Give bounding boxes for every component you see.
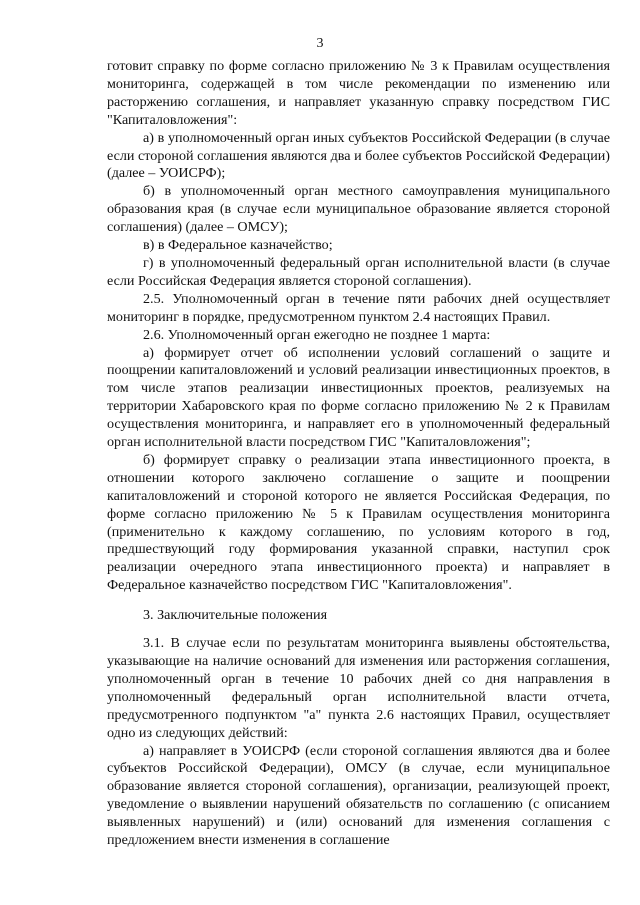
paragraph: а) в уполномоченный орган иных субъектов Российской Федерации (в случае если стороной соглашения являются два и более субъектов Российской Федерации) (далее – УОИСРФ); [107, 129, 610, 182]
paragraph: 2.5. Уполномоченный орган в течение пяти рабочих дней осуществляет мониторинг в порядке, предусмотренном пунктом 2.4 настоящих Правил. [107, 290, 610, 325]
section-heading: 3. Заключительные положения [143, 607, 328, 624]
paragraph: 3.1. В случае если по результатам мониторинга выявлены обстоятельства, указывающие на наличие оснований для изменения или расторжения соглашения, уполномоченный орган в течение 10 рабочих дней со дня направления в уполномоченный федеральный орган исполнительной власти отчета, предусмотренного подпунктом "а" пункта 2.6 настоящих Правил, осуществляет одно из следующих действий: [107, 635, 610, 741]
paragraph: готовит справку по форме согласно приложению № 3 к Правилам осуществления мониторинга, содержащей в том числе рекомендации по изменению или расторжению соглашения, и направляет указанную справку посредством ГИС "Капиталовложения": [107, 58, 610, 128]
paragraph: б) формирует справку о реализации этапа инвестиционного проекта, в отношении которого заключено соглашение о защите и поощрении капиталовложений и стороной которого не является Российская Федерация, по форме согласно приложению № 5 к Правилам осуществления мониторинга (применительно к каждому соглашению, по условиям которого в год, предшествующий году формирования указанной справки, наступил срок реализации очередного этапа инвестиционного проекта) и направляет в Федеральное казначейство посредством ГИС "Капиталовложения". [107, 451, 610, 594]
paragraph: б) в уполномоченный орган местного самоуправления муниципального образования края (в случае если муниципальное образование является стороной соглашения) (далее – ОМСУ); [107, 183, 610, 236]
paragraph: а) направляет в УОИСРФ (если стороной соглашения являются два и более субъектов Российской Федерации), ОМСУ (в случае, если муниципальное образование является стороной соглашения), организации, реализующей проект, уведомление о выявлении нарушений обязательств по соглашению (с описанием выявленных нарушений) и (или) оснований для изменения соглашения с предложением внести изменения в соглашение [107, 742, 610, 849]
paragraph: г) в уполномоченный федеральный орган исполнительной власти (в случае если Российская Федерация является стороной соглашения). [107, 254, 610, 289]
paragraph: 2.6. Уполномоченный орган ежегодно не позднее 1 марта: [143, 326, 491, 343]
paragraph: а) формирует отчет об исполнении условий соглашений о защите и поощрении капиталовложений и условий реализации инвестиционных проектов, в том числе этапов реализации инвестиционных проектов, реализуемых на территории Хабаровского края по форме согласно приложению № 2 к Правилам осуществления мониторинга, и направляет его в уполномоченный федеральный орган исполнительной власти посредством ГИС "Капиталовложения"; [107, 344, 610, 451]
document-body [107, 58, 610, 850]
page-number: 3 [316, 36, 324, 51]
paragraph: в) в Федеральное казначейство; [143, 237, 333, 254]
